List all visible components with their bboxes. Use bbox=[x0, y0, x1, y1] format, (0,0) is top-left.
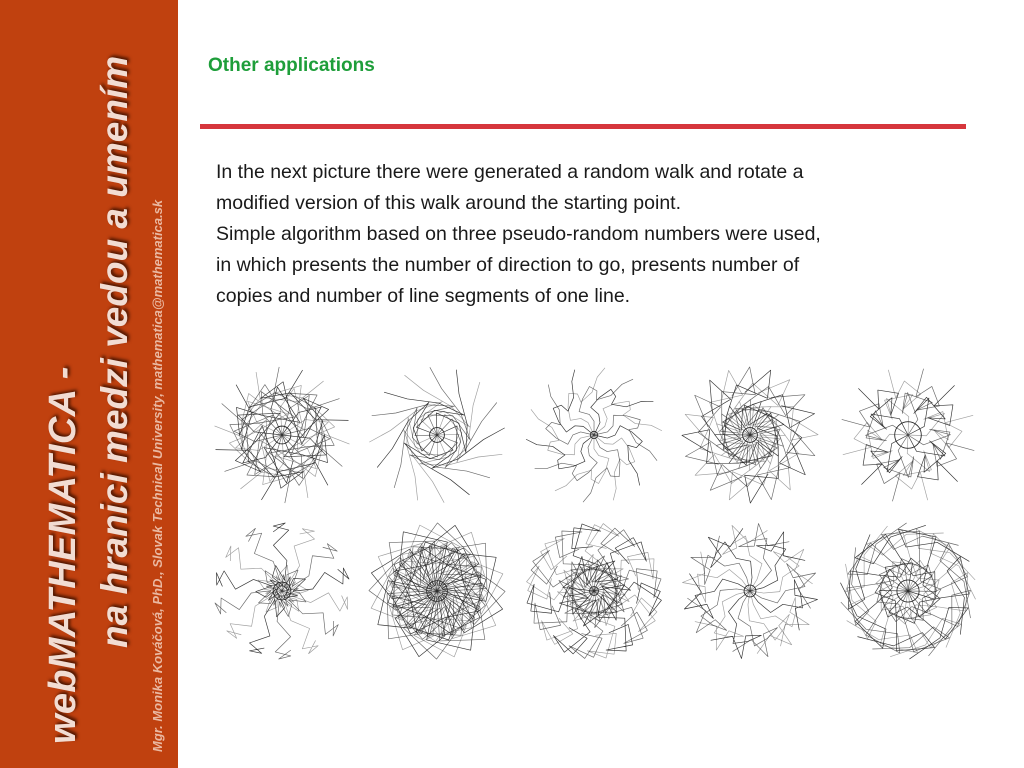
walk-copy-path bbox=[384, 392, 464, 435]
walk-copy-path bbox=[394, 408, 437, 488]
slide-heading: Other applications bbox=[208, 55, 375, 76]
walk-copies bbox=[215, 523, 349, 659]
walk-copy-path bbox=[229, 372, 287, 462]
sidebar-author: Mgr. Monika Kováčová, PhD., Slovak Technical University, mathematica@mathematica.sk bbox=[150, 199, 165, 752]
random-walk-figure-grid bbox=[200, 355, 980, 665]
paragraph-line: modified version of this walk around the starting point. bbox=[216, 192, 682, 214]
walk-copies bbox=[840, 523, 975, 659]
walk-copy-path bbox=[861, 435, 908, 485]
paragraph-line: copies and number of line segments of one line. bbox=[216, 285, 631, 307]
walk-copy-path bbox=[583, 435, 620, 502]
walk-copy-path bbox=[858, 388, 908, 435]
walk-copies bbox=[215, 367, 350, 503]
walk-copy-path bbox=[553, 370, 594, 435]
walk-copies bbox=[842, 369, 975, 502]
walk-copies bbox=[527, 524, 662, 659]
random-walk-figure bbox=[208, 361, 356, 509]
walk-copies bbox=[526, 368, 662, 502]
walk-copy-path bbox=[588, 560, 657, 631]
sidebar-banner bbox=[0, 0, 178, 768]
random-walk-figure bbox=[676, 361, 824, 509]
walk-copy-path bbox=[594, 415, 657, 460]
walk-copy-path bbox=[216, 426, 304, 488]
random-walk-figure bbox=[834, 517, 982, 665]
walk-copy-path bbox=[410, 435, 490, 478]
walk-copy-path bbox=[531, 550, 600, 621]
paragraph-line: In the next picture there were generated a random walk and rotate a bbox=[216, 161, 804, 183]
sidebar-title: webMATHEMATICA - bbox=[42, 366, 84, 744]
random-walk-figure bbox=[363, 517, 511, 665]
walk-copy-path bbox=[261, 382, 349, 444]
walk-copy-path bbox=[908, 385, 955, 435]
walk-copy-path bbox=[437, 382, 480, 462]
random-walk-figure bbox=[520, 517, 668, 665]
walk-copy-path bbox=[276, 408, 334, 498]
random-walk-figure bbox=[834, 361, 982, 509]
walk-copies bbox=[682, 367, 818, 503]
body-paragraph bbox=[216, 157, 961, 312]
random-walk-figure bbox=[520, 361, 668, 509]
random-walk-figure bbox=[676, 517, 824, 665]
walk-copy-path bbox=[594, 435, 635, 500]
random-walk-figure bbox=[363, 361, 511, 509]
heading-divider bbox=[200, 124, 966, 129]
walk-copy-path bbox=[591, 389, 654, 435]
walk-copy-path bbox=[563, 528, 634, 597]
walk-copy-path bbox=[535, 435, 598, 481]
walk-copies bbox=[369, 523, 505, 659]
walk-copy-path bbox=[908, 435, 958, 482]
paragraph-line: in which presents the number of direction to go, presents number of bbox=[216, 254, 800, 276]
walk-copies bbox=[369, 367, 504, 502]
paragraph-line: Simple algorithm based on three pseudo-random numbers were used, bbox=[216, 223, 821, 245]
sidebar-subtitle: na hranici medzi vedou a umením bbox=[94, 55, 135, 648]
walk-copy-path bbox=[531, 409, 594, 454]
random-walk-figure bbox=[208, 517, 356, 665]
walk-copies bbox=[682, 523, 817, 658]
walk-copy-path bbox=[568, 368, 605, 435]
walk-copy-path bbox=[553, 585, 624, 654]
